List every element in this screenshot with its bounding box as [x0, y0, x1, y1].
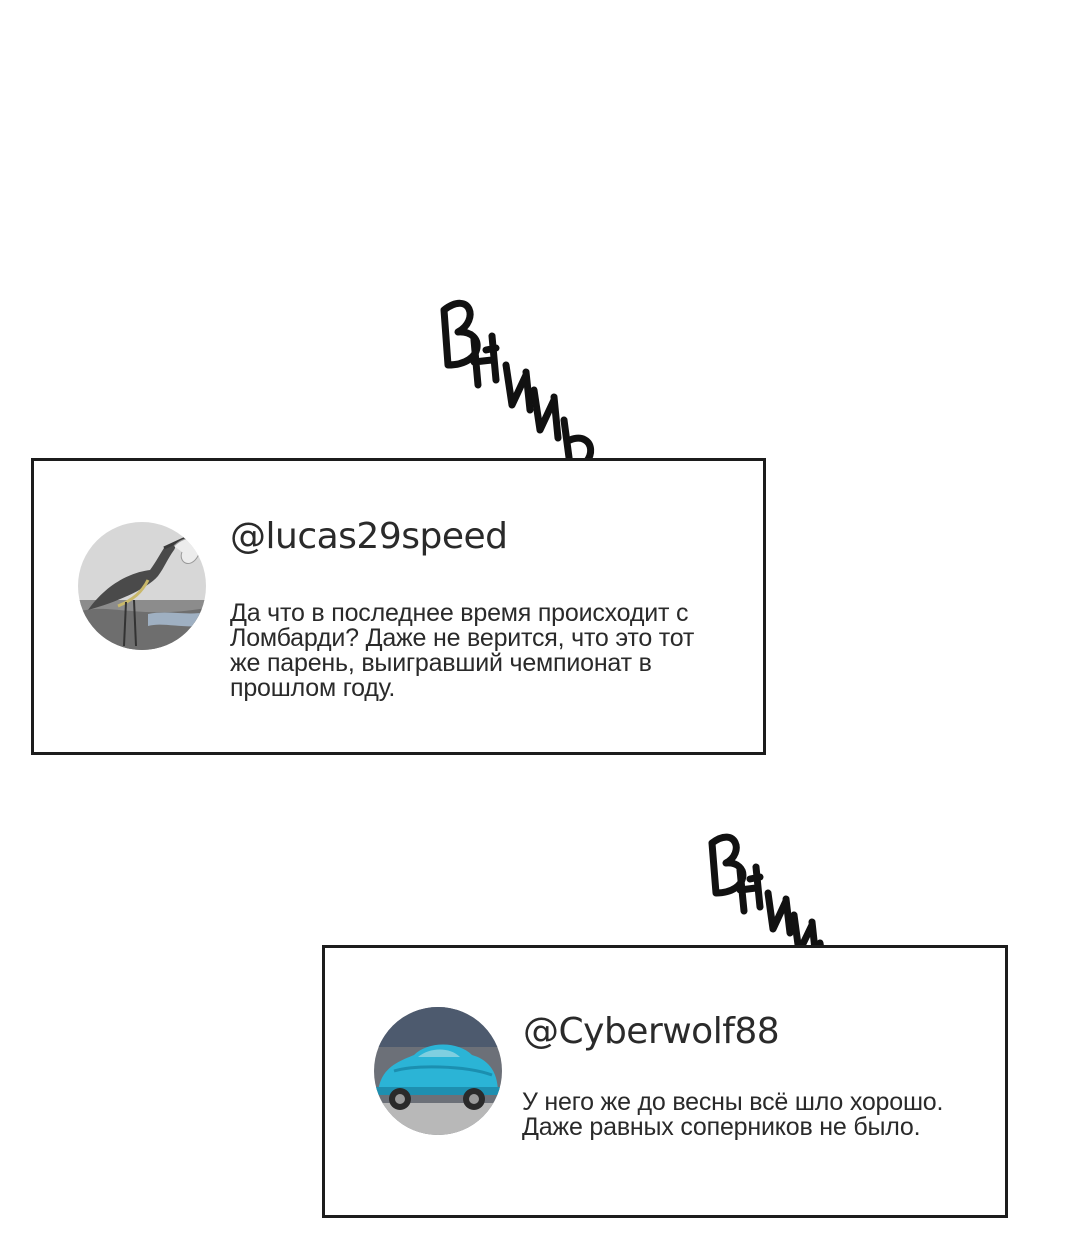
avatar[interactable]: [374, 1007, 502, 1135]
heron-photo-avatar-icon: [78, 522, 206, 650]
comment-text: Да что в последнее время происходит с Ломбарди? Даже не верится, что это тот же парень, выигравший чемпионат в прошлом году.: [230, 599, 695, 702]
username[interactable]: @Cyberwolf88: [523, 1011, 780, 1052]
sound-effect-1: [430, 280, 610, 485]
blue-car-photo-avatar-icon: [374, 1007, 502, 1135]
comment-text: У него же до весны всё шло хорошо. Даже равных соперников не было.: [522, 1088, 944, 1141]
username[interactable]: @lucas29speed: [230, 516, 508, 557]
comment-card-1: [31, 458, 766, 755]
comment-card-2: [322, 945, 1008, 1218]
avatar[interactable]: [78, 522, 206, 650]
sound-effect-lettering: [430, 280, 610, 485]
